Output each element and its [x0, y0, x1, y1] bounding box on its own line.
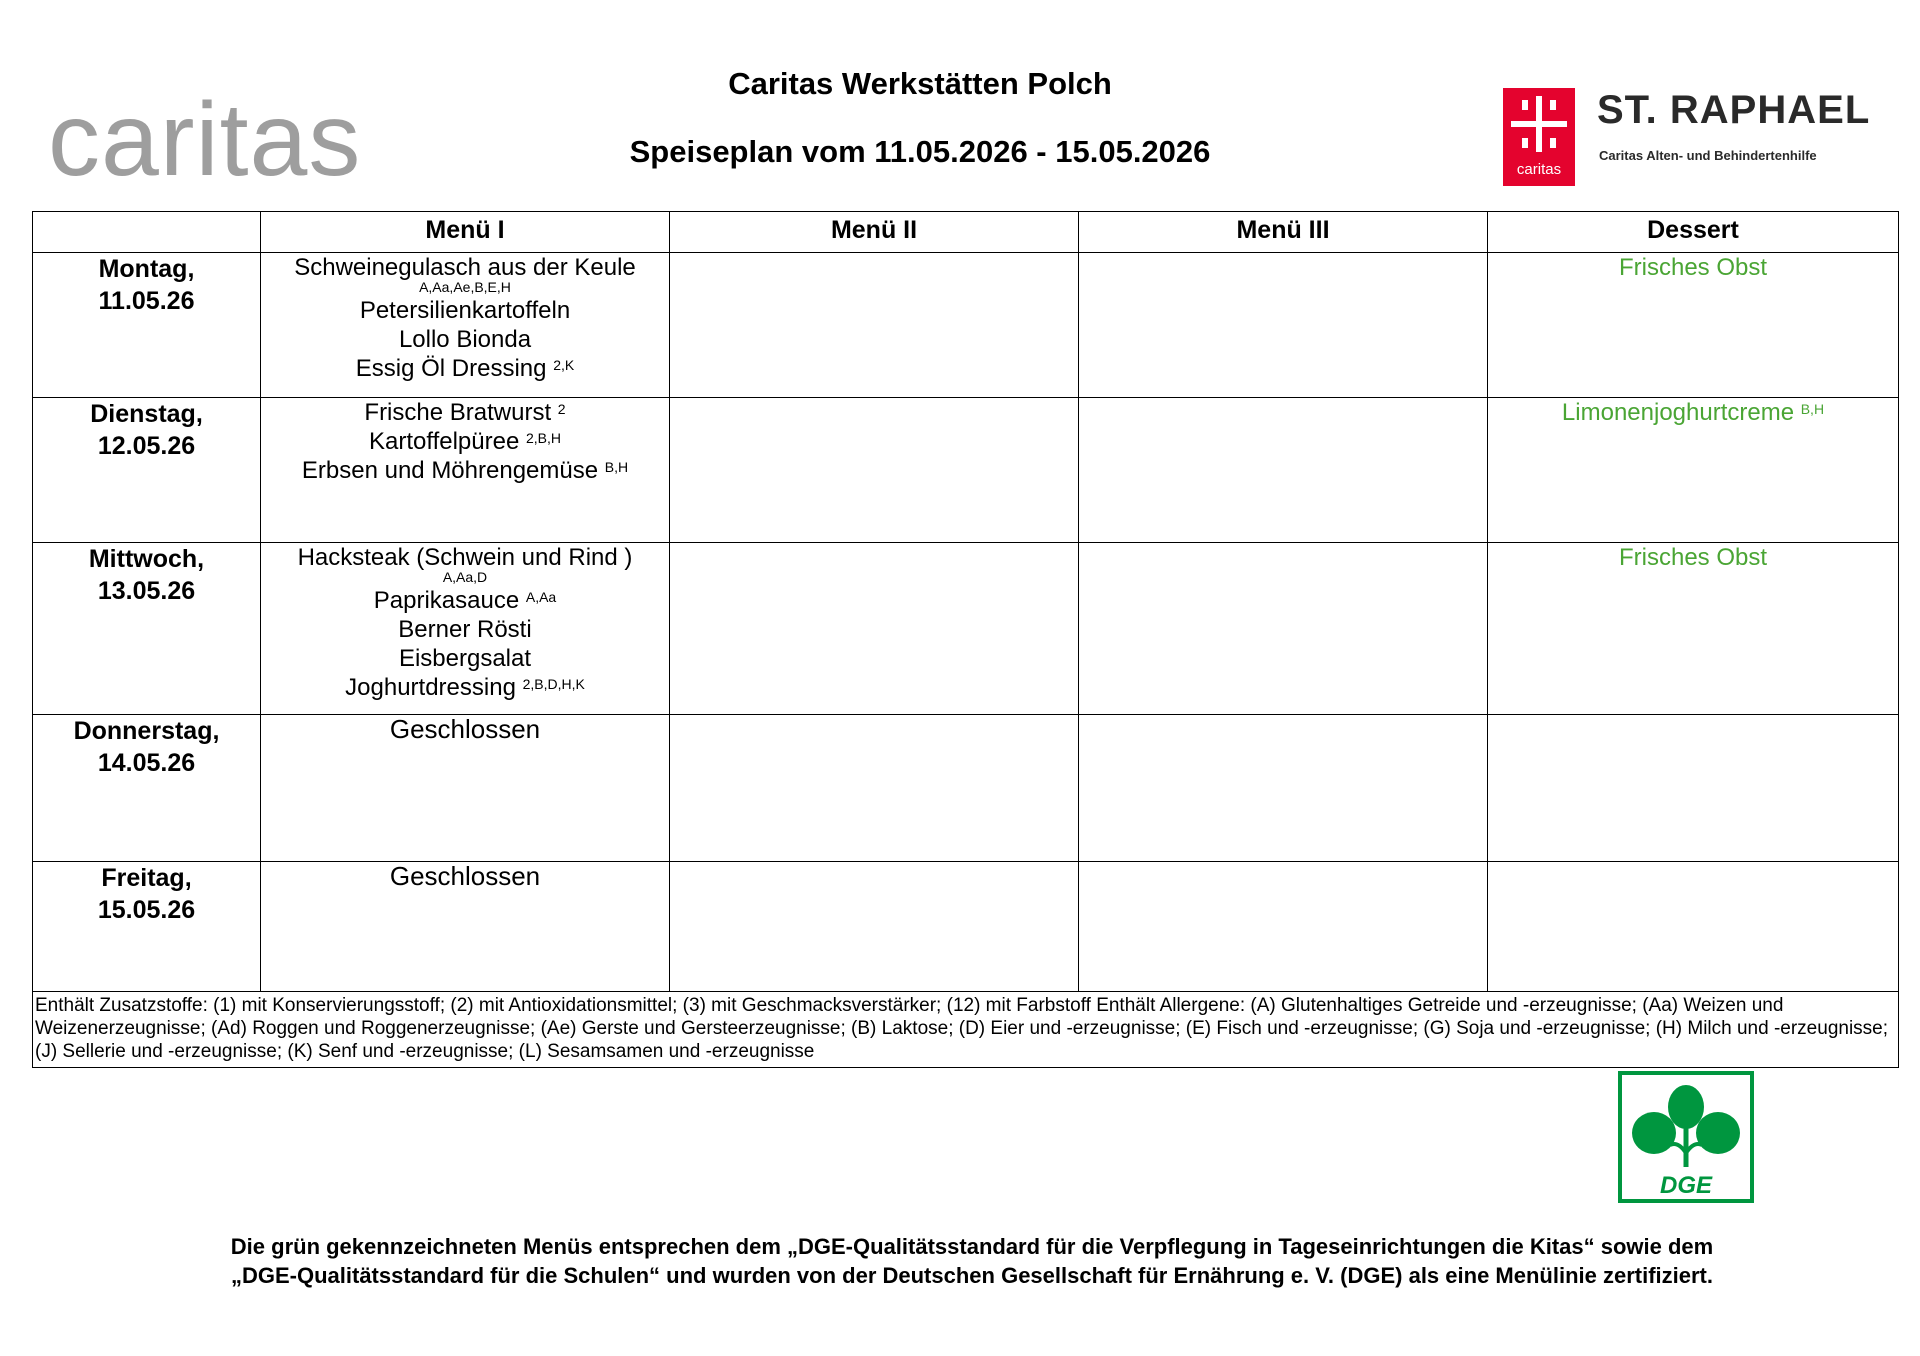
menu-table	[32, 211, 1899, 1068]
dessert-cell	[1488, 862, 1899, 992]
day-cell	[33, 862, 261, 992]
table-row	[33, 715, 1899, 862]
allergen-codes: A,Aa,D	[442, 569, 488, 585]
table-row	[33, 543, 1899, 715]
day-cell	[33, 715, 261, 862]
dge-logo	[1618, 1071, 1754, 1203]
svg-text:DGE: DGE	[1659, 1172, 1713, 1199]
menu-3-cell	[1079, 543, 1488, 715]
menu-1-cell	[261, 543, 670, 715]
dish-name: Schweinegulasch aus der Keule	[294, 254, 636, 281]
dessert-name: Limonenjoghurtcreme	[1561, 399, 1795, 426]
allergen-codes: B,H	[1800, 401, 1825, 417]
column-header-dessert: Dessert	[1488, 212, 1899, 253]
dish-name: Kartoffelpüree	[368, 428, 520, 455]
column-header-menu-3: Menü III	[1079, 212, 1488, 253]
table-row	[33, 253, 1899, 398]
dish-item	[261, 644, 669, 673]
dessert-name: Frisches Obst	[1618, 254, 1768, 281]
allergen-legend: Enthält Zusatzstoffe: (1) mit Konservierungsstoff; (2) mit Antioxidationsmittel; (3) mit Geschmacksverstärker; (12) mit Farbstoff Enthält Allergene: (A) Glutenhaltiges Getreide und -erzeugnisse; (Aa) Weizen und Weizenerzeugnisse; (Ad) Roggen und Roggenerzeugnisse; (Ae) Gerste und Gersteerzeugnisse; (B) Laktose; (D) Eier und -erzeugnisse; (E) Fisch und -erzeugnisse; (G) Soja und -erzeugnisse; (H) Milch und -erzeugnisse; (J) Sellerie und -erzeugnisse; (K) Senf und -erzeugnisse; (L) Sesamsamen und -erzeugnisse	[33, 992, 1899, 1068]
menu-1-cell	[261, 253, 670, 398]
legend-row	[33, 992, 1899, 1068]
dish-name: Paprikasauce	[373, 587, 520, 614]
dessert-name: Frisches Obst	[1618, 544, 1768, 571]
day-date: 12.05.26	[97, 432, 196, 460]
day-name: Donnerstag,	[73, 717, 220, 745]
day-date: 15.05.26	[97, 896, 196, 924]
dish-item	[261, 398, 669, 427]
dish-name: Eisbergsalat	[398, 645, 532, 672]
dish-item	[261, 296, 669, 325]
dish-item	[261, 615, 669, 644]
st-raphael-name: ST. RAPHAEL	[1597, 88, 1871, 132]
footer-line-2: „DGE-Qualitätsstandard für die Schulen“ und wurden von der Deutschen Gesellschaft für Ernährung e. V. (DGE) als eine Menülinie zertifiziert.	[230, 1263, 1713, 1288]
dish-item	[261, 543, 669, 572]
menu-1-cell	[261, 398, 670, 543]
day-name: Mittwoch,	[88, 545, 205, 573]
day-name: Freitag,	[101, 864, 192, 892]
dish-item	[261, 586, 669, 615]
dessert-cell	[1488, 398, 1899, 543]
allergen-codes: 2	[557, 401, 566, 417]
allergen-codes: A,Aa,Ae,B,E,H	[419, 279, 511, 295]
day-cell	[33, 543, 261, 715]
day-name: Dienstag,	[90, 400, 203, 428]
table-row	[33, 398, 1899, 543]
day-name: Montag,	[98, 255, 195, 283]
footer-line-1: Die grün gekennzeichneten Menüs entsprechen dem „DGE-Qualitätsstandard für die Verpflegung in Tageseinrichtungen die Kitas“ sowie dem	[230, 1234, 1714, 1259]
page-title: Caritas Werkstätten Polch	[728, 66, 1112, 101]
table-row	[33, 862, 1899, 992]
dish-name: Petersilienkartoffeln	[359, 297, 571, 324]
dessert-cell	[1488, 715, 1899, 862]
menu-3-cell	[1079, 398, 1488, 543]
dish-name: Joghurtdressing	[345, 674, 516, 701]
day-cell	[33, 253, 261, 398]
dish-name: Hacksteak (Schwein und Rind )	[297, 544, 633, 571]
dish-name: Essig Öl Dressing	[355, 355, 547, 382]
dge-footer-note	[0, 1232, 1920, 1290]
dish-name: Frische Bratwurst	[364, 399, 552, 426]
dish-item	[261, 325, 669, 354]
dish-name: Lollo Bionda	[398, 326, 532, 353]
caritas-cross-label: caritas	[1516, 161, 1562, 178]
day-date: 14.05.26	[97, 749, 196, 777]
menu-3-cell	[1079, 253, 1488, 398]
dish-item	[261, 354, 669, 383]
dish-item	[261, 253, 669, 282]
allergen-codes: A,Aa	[525, 589, 557, 605]
column-header-menu-2: Menü II	[670, 212, 1079, 253]
column-header-menu-1: Menü I	[261, 212, 670, 253]
allergen-codes: 2,K	[553, 357, 575, 373]
menu-2-cell	[670, 253, 1079, 398]
dish-name: Berner Rösti	[398, 616, 532, 643]
menu-2-cell	[670, 715, 1079, 862]
page-subtitle: Speiseplan vom 11.05.2026 - 15.05.2026	[629, 134, 1211, 169]
menu-2-cell	[670, 543, 1079, 715]
dish-name: Erbsen und Möhrengemüse	[301, 457, 599, 484]
allergen-codes: 2,B,H	[525, 430, 561, 446]
table-header-row	[33, 212, 1899, 253]
allergen-codes: 2,B,D,H,K	[522, 676, 585, 692]
st-raphael-subtitle: Caritas Alten- und Behindertenhilfe	[1599, 148, 1817, 163]
menu-1-cell: Geschlossen	[261, 715, 670, 862]
day-cell	[33, 398, 261, 543]
dge-leaf-icon	[1618, 1071, 1754, 1203]
day-date: 11.05.26	[98, 287, 195, 315]
dish-item	[261, 427, 669, 456]
column-header-day	[33, 212, 261, 253]
caritas-logo: caritas	[48, 82, 362, 198]
dish-item	[261, 673, 669, 702]
allergen-codes: B,H	[604, 459, 629, 475]
menu-2-cell	[670, 862, 1079, 992]
dessert-cell	[1488, 543, 1899, 715]
dish-item	[261, 456, 669, 485]
menu-3-cell	[1079, 715, 1488, 862]
menu-1-cell: Geschlossen	[261, 862, 670, 992]
day-date: 13.05.26	[97, 577, 196, 605]
menu-3-cell	[1079, 862, 1488, 992]
menu-2-cell	[670, 398, 1079, 543]
dessert-cell	[1488, 253, 1899, 398]
